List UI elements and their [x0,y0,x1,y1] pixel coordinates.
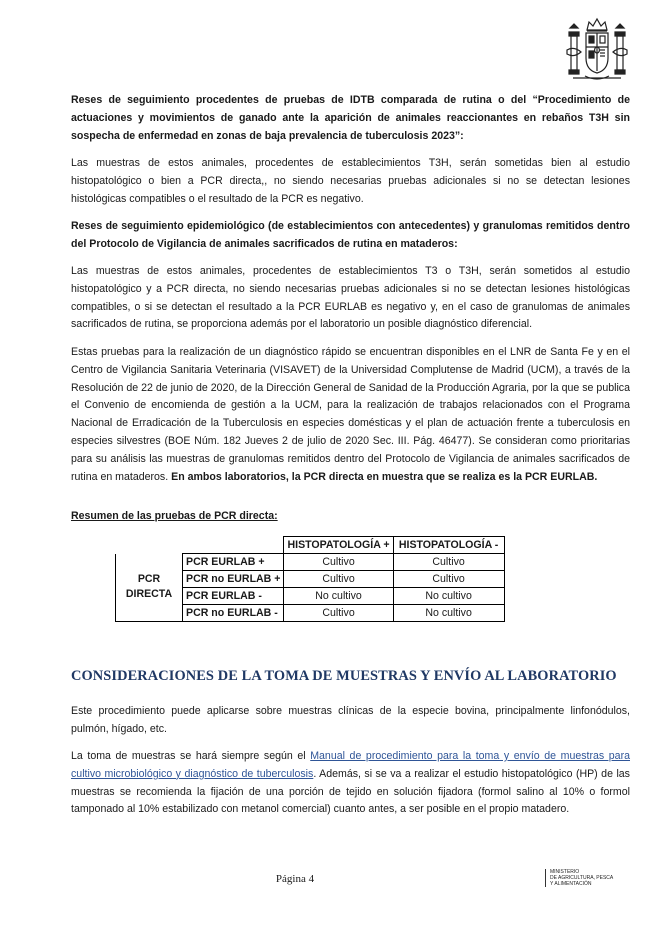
paragraph-laboratories [71,344,630,486]
cell-value: Cultivo [284,571,393,588]
laboratories-text: Estas pruebas para la realización de un diagnóstico rápido se encuentran disponibles en el LNR de Santa Fe y en el Centro de Vigilancia Sanitaria Veterinaria (VISAVET) de la Universidad Complutense de Madrid (UCM), a través de la Resolución de 22 de junio de 2020, de la Dirección General de Sanidad de la Producción Agraria, por la que se publica el Convenio de encomienda de gestión a la UCM, para la realización de trabajos relacionados con el Programa Nacional de Erradicación de la Tuberculosis en especies domésticas y el plan de actuación frente a tuberculosis en especies silvestres (BOE Núm. 182 Jueves 2 de julio de 2020 Sec. III. Pág. 46477). Se consideran como prioritarias para su análisis las muestras de granulomas remitidos dentro del Protocolo de Vigilancia de animales sacrificados de rutina en mataderos. [71,346,630,483]
summary-heading: Resumen de las pruebas de PCR directa: [71,510,278,522]
paragraph-applicability: Este procedimiento puede aplicarse sobre muestras clínicas de la especie bovina, principalmente linfonódulos, pulmón, hígado, etc. [71,705,630,735]
sampling-text-prefix: La toma de muestras se hará siempre según el [71,750,311,762]
col-header-histopath-positive: HISTOPATOLOGÍA + [284,537,393,554]
eurlab-statement: En ambos laboratorios, la PCR directa en muestra que se realiza es la PCR EURLAB. [171,470,598,483]
pcr-summary-table [115,536,505,622]
cell-value: Cultivo [393,571,504,588]
cell-value: No cultivo [393,605,504,622]
sampling-text-suffix: . Además, si se va a realizar el estudio histopatológico (HP) de las muestras se recomienda la fijación de una porción de tejido en solución fijadora (formol salino al 10% o formol tamponado al 10% estabilizado con metanol comercial) cuanto antes, a ser posible en el propio matadero. [71,767,630,816]
row-label: PCR no EURLAB + [183,571,284,588]
followup-cattle-heading: Reses de seguimiento procedentes de pruebas de IDTB comparada de rutina o del “Procedimiento de actuaciones y movimientos de ganado ante la aparición de animales reaccionantes en rebaños T3H sin sospecha de enfermedad en zonas de baja prevalencia de tuberculosis 2023”: [71,94,630,142]
epidemiological-followup-heading: Reses de seguimiento epidemiológico (de establecimientos con antecedentes) y granulomas remitidos dentro del Protocolo de Vigilancia de animales sacrificados de rutina en mataderos: [71,220,630,250]
cell-value: No cultivo [393,588,504,605]
table-row [116,554,505,571]
cell-value: No cultivo [284,588,393,605]
paragraph-t3h-samples: Las muestras de estos animales, procedentes de establecimientos T3H, serán sometidas bien al estudio histopatológico o bien a PCR directa,, no siendo necesarias pruebas adicionales si no se detectan lesiones histológicas compatibles o el resultado de la PCR es negativo. [71,157,630,205]
row-label: PCR EURLAB + [183,554,284,571]
table-header-row [116,537,505,554]
cell-value: Cultivo [284,605,393,622]
cell-value: Cultivo [393,554,504,571]
pcr-directa-group-label: PCR DIRECTA [116,554,183,622]
row-label: PCR no EURLAB - [183,605,284,622]
spanish-coat-of-arms-icon [565,16,629,86]
cell-value: Cultivo [284,554,393,571]
col-header-histopath-negative: HISTOPATOLOGÍA - [393,537,504,554]
page-number: Página 4 [275,873,315,885]
paragraph-sampling [71,748,630,819]
ministry-logo: MINISTERIO DE AGRICULTURA, PESCA Y ALIMENTACIÓN [545,869,640,887]
sampling-manual-link[interactable]: Manual de procedimiento para la toma y envío de muestras para cultivo microbiológico y diagnóstico de tuberculosis [71,750,630,780]
row-label: PCR EURLAB - [183,588,284,605]
paragraph-t3-samples: Las muestras de estos animales, procedentes de establecimientos T3 o T3H, serán sometidos al estudio histopatológico y a PCR directa, no siendo necesarias pruebas adicionales si no se detectan lesiones histológicas compatibles, o si se detectan el resultado a la PCR EURLAB es negativo y, en el caso de granulomas de animales sacrificados de rutina, se proporciona además por el laboratorio un posible diagnóstico diferencial. [71,265,630,331]
section-title: CONSIDERACIONES DE LA TOMA DE MUESTRAS Y ENVÍO AL LABORATORIO [71,668,617,684]
